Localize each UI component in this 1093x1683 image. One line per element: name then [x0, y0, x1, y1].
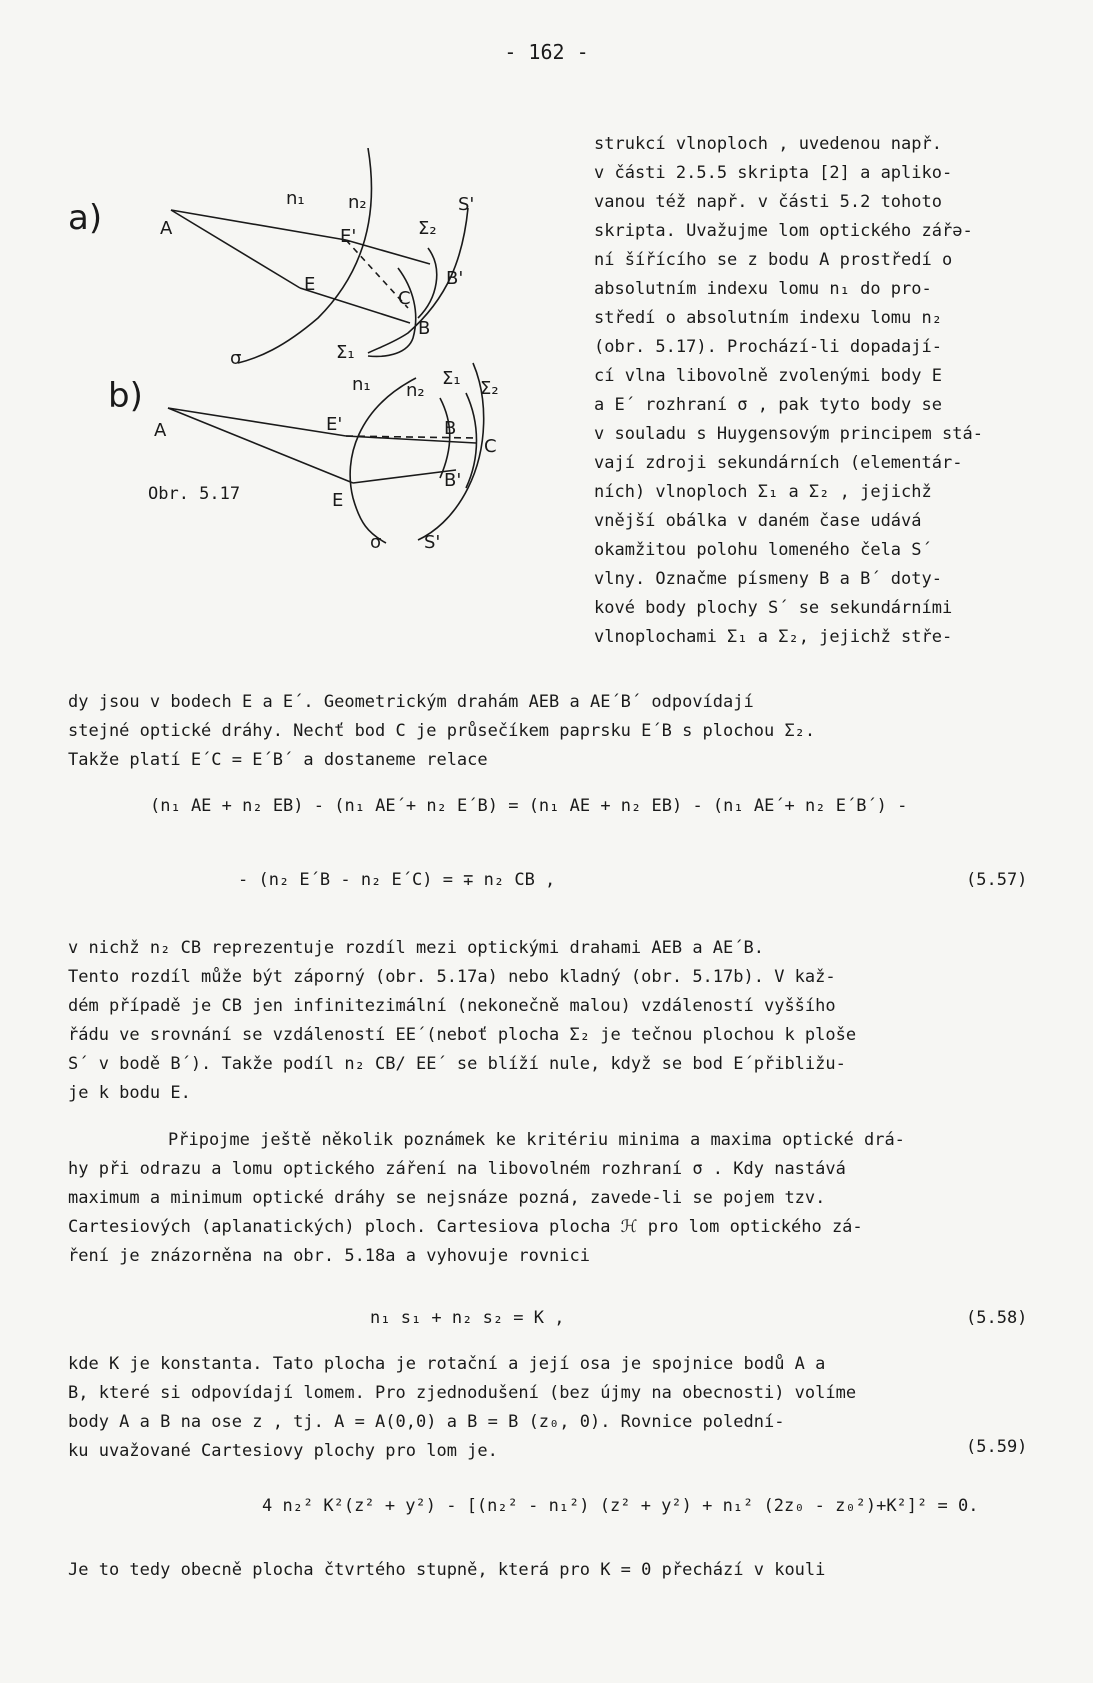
paragraph-4	[68, 1350, 1058, 1466]
text-line: ních) vlnoploch Σ₁ a Σ₂ , jejichž	[594, 482, 932, 502]
text-line: Tento rozdíl může být záporný (obr. 5.17a) nebo kladný (obr. 5.17b). V kaž-	[68, 967, 836, 987]
text-line: v části 2.5.5 skripta [2] a apliko-	[594, 163, 953, 183]
paragraph-1	[68, 688, 1058, 775]
label-a-point-a: A	[160, 218, 173, 239]
paragraph-3	[68, 1126, 1058, 1271]
text-line: skripta. Uvažujme lom optického zářə-	[594, 221, 973, 241]
label-a-n2: n₂	[348, 192, 367, 213]
equation-number-5-57: (5.57)	[966, 870, 1028, 890]
wavelet-sigma2-a	[418, 248, 437, 318]
equation-5-57-line1: (n₁ AE + n₂ EB) - (n₁ AE´+ n₂ E´B) = (n₁ AE + n₂ EB) - (n₁ AE´+ n₂ E´B´) -	[150, 796, 908, 816]
label-b-eprime: E'	[326, 414, 343, 435]
label-b-sigma: σ	[370, 532, 382, 553]
label-a-sprime: S'	[458, 194, 475, 215]
label-a-e: E	[304, 274, 316, 295]
figure-5-17	[68, 148, 568, 618]
label-b-b: B	[444, 418, 457, 439]
text-line: středí o absolutním indexu lomu n₂	[594, 308, 942, 328]
text-line: absolutním indexu lomu n₁ do pro-	[594, 279, 932, 299]
label-a-sigma1: Σ₁	[336, 342, 355, 363]
text-line: Je to tedy obecně plocha čtvrtého stupně, která pro K = 0 přechází v kouli	[68, 1560, 826, 1580]
text-line: body A a B na ose z , tj. A = A(0,0) a B = B (z₀, 0). Rovnice polední-	[68, 1412, 785, 1432]
text-line: a E´ rozhraní σ , pak tyto body se	[594, 395, 942, 415]
paragraph-2	[68, 934, 1058, 1108]
right-column-text	[594, 130, 1064, 652]
label-a-bprime: B'	[446, 268, 464, 289]
text-line: je k bodu E.	[68, 1083, 191, 1103]
label-a-b: B	[418, 318, 431, 339]
text-line: okamžitou polohu lomeného čela S´	[594, 540, 932, 560]
label-b-bprime: B'	[444, 470, 462, 491]
text-line: kde K je konstanta. Tato plocha je rotační a její osa je spojnice bodů A a	[68, 1354, 826, 1374]
text-line: vnější obálka v daném čase udává	[594, 511, 922, 531]
label-b-sigma2: Σ₂	[480, 378, 499, 399]
ray-eprime-b	[346, 240, 430, 264]
text-line: strukcí vlnoploch , uvedenou např.	[594, 134, 942, 154]
label-b-n1: n₁	[352, 374, 371, 395]
text-line: Takže platí E´C = E´B´ a dostaneme relace	[68, 750, 488, 770]
text-line: vají zdroji sekundárních (elementár-	[594, 453, 963, 473]
label-a-sigma: σ	[230, 348, 242, 369]
ray-b-eprime	[168, 408, 346, 436]
label-b-sigma1: Σ₁	[442, 368, 461, 389]
text-line: (obr. 5.17). Prochází-li dopadají-	[594, 337, 942, 357]
label-a-c: C	[398, 288, 411, 309]
text-line: vlny. Označme písmeny B a B´ doty-	[594, 569, 942, 589]
figure-caption: Obr. 5.17	[148, 484, 241, 504]
equation-number-5-59: (5.59)	[966, 1437, 1028, 1457]
label-b-e: E	[332, 490, 344, 511]
text-line: v nichž n₂ CB reprezentuje rozdíl mezi optickými drahami AEB a AE´B.	[68, 938, 764, 958]
label-b-point-a: A	[154, 420, 167, 441]
label-b-n2: n₂	[406, 380, 425, 401]
text-line: řádu ve srovnání se vzdáleností EE´(neboť plocha Σ₂ je tečnou plochou k ploše	[68, 1025, 857, 1045]
text-line: hy při odrazu a lomu optického záření na libovolném rozhraní σ . Kdy nastává	[68, 1159, 846, 1179]
text-line: stejné optické dráhy. Nechť bod C je průsečíkem paprsku E´B s plochou Σ₂.	[68, 721, 816, 741]
label-b-sprime: S'	[424, 532, 441, 553]
text-line: B, které si odpovídají lomem. Pro zjednodušení (bez újmy na obecnosti) volíme	[68, 1383, 857, 1403]
text-line: dy jsou v bodech E a E´. Geometrickým drahám AEB a AE´B´ odpovídají	[68, 692, 754, 712]
interface-sigma-a	[238, 148, 371, 363]
paragraph-5	[68, 1556, 1058, 1585]
text-line: vlnoplochami Σ₁ a Σ₂, jejichž stře-	[594, 627, 953, 647]
text-line: vanou též např. v části 5.2 tohoto	[594, 192, 942, 212]
text-line: maximum a minimum optické dráhy se nejsnáze pozná, zavede-li se pojem tzv.	[68, 1188, 826, 1208]
label-a-sigma2: Σ₂	[418, 218, 437, 239]
page-number: - 162 -	[504, 40, 589, 64]
label-a-n1: n₁	[286, 188, 305, 209]
text-line: dém případě je CB jen infinitezimální (nekonečně malou) vzdáleností vyššího	[68, 996, 836, 1016]
equation-number-5-58: (5.58)	[966, 1308, 1028, 1328]
wavefront-s-b	[418, 363, 484, 540]
text-line: Cartesiových (aplanatických) ploch. Cartesiova plocha ℋ pro lom optického zá-	[68, 1217, 863, 1237]
label-b: b)	[108, 376, 143, 416]
equation-5-58: n₁ s₁ + n₂ s₂ = K ,	[370, 1308, 565, 1328]
text-line: cí vlna libovolně zvolenými body E	[594, 366, 942, 386]
label-a: a)	[68, 198, 103, 238]
text-line: S´ v bodě B´). Takže podíl n₂ CB/ EE´ se blíží nule, když se bod E´přibližu-	[68, 1054, 846, 1074]
text-line: ní šířícího se z bodu A prostředí o	[594, 250, 953, 270]
label-b-c: C	[484, 436, 497, 457]
text-line: kové body plochy S´ se sekundárními	[594, 598, 953, 618]
label-a-eprime: E'	[340, 226, 357, 247]
interface-sigma-b	[350, 378, 416, 543]
text-line: Připojme ještě několik poznámek ke kritériu minima a maxima optické drá-	[168, 1130, 905, 1150]
text-line: ku uvažované Cartesiovy plochy pro lom je.	[68, 1441, 498, 1461]
text-line: v souladu s Huygensovým principem stá-	[594, 424, 983, 444]
equation-5-57-line2: - (n₂ E´B - n₂ E´C) = ∓ n₂ CB ,	[238, 870, 556, 890]
equation-5-59: 4 n₂² K²(z² + y²) - [(n₂² - n₁²) (z² + y²) + n₁² (2z₀ - z₀²)+K²]² = 0.	[262, 1496, 979, 1516]
text-line: ření je znázorněna na obr. 5.18a a vyhovuje rovnici	[68, 1246, 590, 1266]
